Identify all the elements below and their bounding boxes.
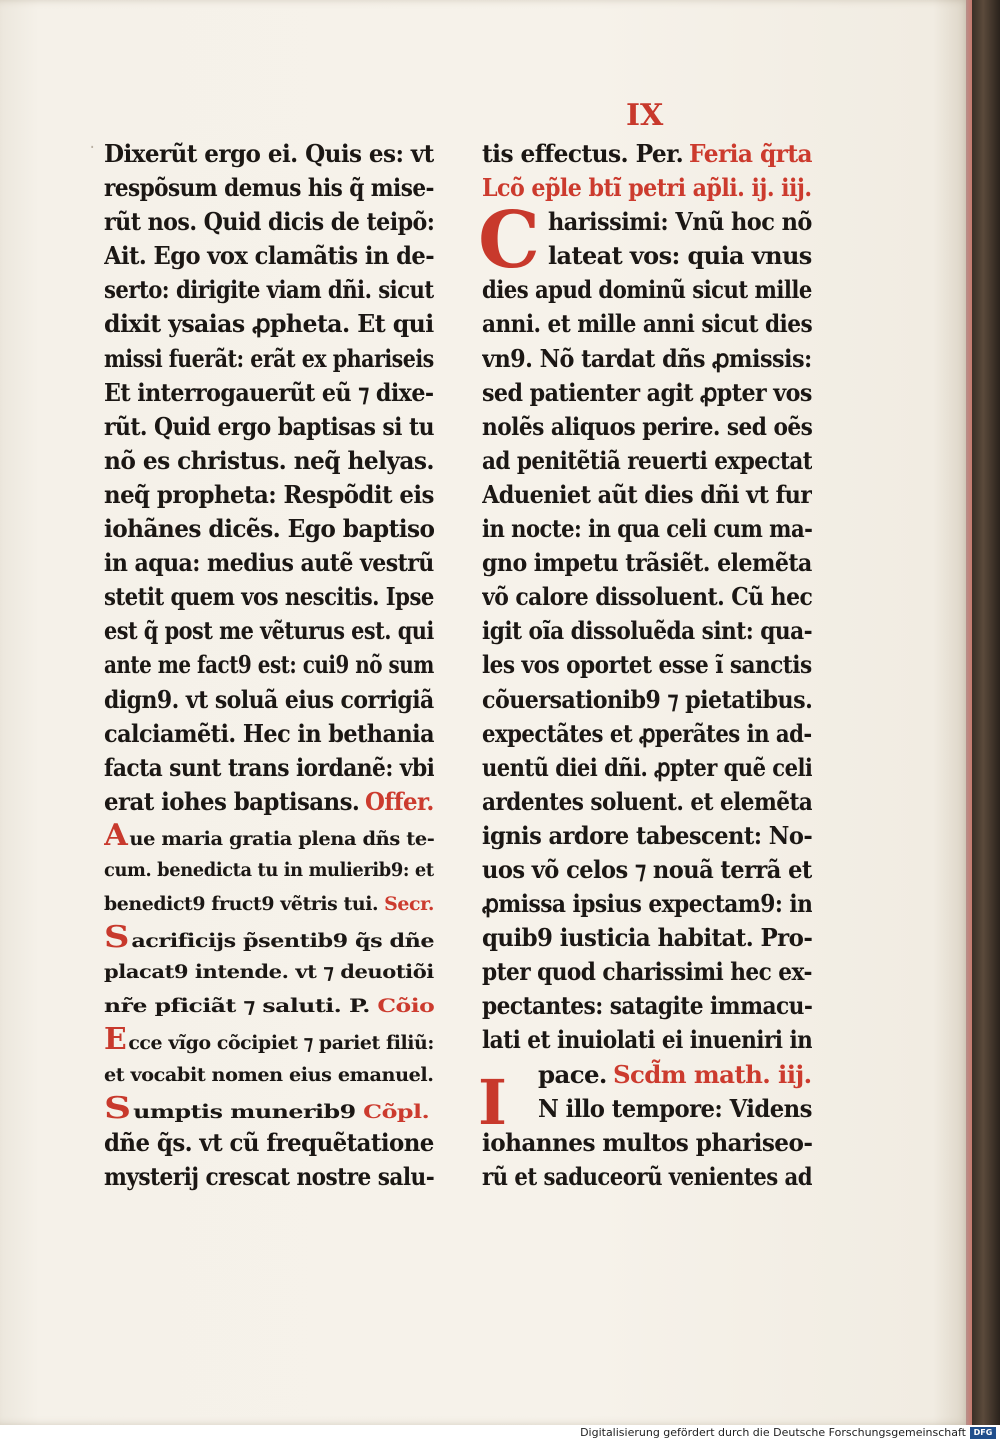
right-line	[482, 1160, 812, 1194]
right-line	[482, 444, 812, 478]
right-line	[482, 478, 812, 512]
text-run: ue maria gratia plena dñs te-	[129, 827, 434, 850]
text-run: gno impetu trãsiẽt. elemẽta	[482, 548, 812, 578]
left-line	[104, 853, 434, 887]
right-line	[482, 410, 812, 444]
rubric-text: Feria q̃rta	[689, 139, 812, 168]
left-line	[104, 410, 434, 444]
right-line	[482, 751, 812, 785]
text-run: vn9. Nõ tardat dñs ꝓmissis:	[482, 343, 812, 373]
text-run: erat iohes baptisans.	[104, 786, 360, 816]
text-run: Et interrogauerũt eũ ⁊ dixe-	[104, 377, 434, 407]
left-line	[104, 921, 434, 955]
text-run: anni. et mille anni sicut dies	[482, 309, 812, 339]
right-line	[482, 785, 812, 819]
right-line	[482, 683, 812, 717]
text-run: facta sunt trans iordanẽ: vbi	[104, 752, 434, 782]
text-run: Ait. Ego vox clamãtis in de-	[104, 241, 434, 271]
left-line	[104, 478, 434, 512]
right-line	[482, 512, 812, 546]
left-line	[104, 512, 434, 546]
right-line	[482, 376, 812, 410]
decorated-initial-i: I	[478, 1066, 508, 1139]
footer-credit: Digitalisierung gefördert durch die Deutsche Forschungsgemeinschaft	[580, 1426, 966, 1439]
right-line	[482, 307, 812, 341]
text-run: harissimi: Vnũ hoc nõ	[548, 207, 812, 237]
left-line	[104, 1092, 434, 1126]
right-line	[482, 1092, 812, 1126]
margin-mark: ·	[88, 140, 97, 156]
rubric-text: Cõpl.	[363, 1100, 430, 1123]
text-run: ignis ardore tabescent: No-	[482, 820, 812, 850]
left-line	[104, 1058, 434, 1092]
text-run: ad penitẽtiã reuerti expectat	[482, 445, 812, 475]
right-line	[482, 819, 812, 853]
left-line	[104, 546, 434, 580]
text-run: Dixerũt ergo ei. Quis es: vt	[104, 139, 434, 168]
left-line	[104, 1160, 434, 1194]
folio-number: IX	[626, 98, 664, 133]
rubricated-initial: S	[104, 921, 129, 956]
right-line	[482, 546, 812, 580]
text-run: dies apud dominũ sicut mille	[482, 275, 812, 305]
text-run: Adueniet aũt dies dñi vt fur	[482, 479, 812, 509]
book-spine	[972, 0, 1000, 1425]
right-line	[482, 887, 812, 921]
right-line	[482, 989, 812, 1023]
text-run: et vocabit nomen eius emanuel.	[104, 1063, 434, 1086]
text-run: pectantes: satagite immacu-	[482, 991, 812, 1021]
rubricated-initial: E	[104, 1023, 127, 1058]
rubric-text: Scd̃m math. iij.	[612, 1059, 812, 1089]
text-run: iohannes multos phariseo-	[482, 1127, 812, 1157]
text-run: umptis munerib9	[133, 1100, 356, 1123]
text-run: rũ et saduceorũ venientes ad	[482, 1161, 812, 1191]
left-line	[104, 307, 434, 341]
text-run: mysterij crescat nostre salu-	[104, 1161, 434, 1191]
left-line	[104, 819, 434, 853]
footer-bar	[0, 1425, 1000, 1442]
text-run: cõuersationib9 ⁊ pietatibus.	[482, 684, 812, 714]
left-line	[104, 1126, 434, 1160]
text-run: ꝓmissa ipsius expectam9: in	[482, 889, 812, 919]
right-line	[482, 955, 812, 989]
text-run: uos võ celos ⁊ nouã terrã et	[482, 854, 812, 884]
text-run: cum. benedicta tu in mulierib9: et	[104, 858, 434, 881]
right-line	[482, 853, 812, 887]
text-run: dign9. vt soluã eius corrigiã	[104, 684, 434, 714]
text-run: nr̃e pficiãt ⁊ saluti. P.	[104, 995, 370, 1018]
text-run: N illo tempore: Videns	[538, 1093, 812, 1123]
left-line	[104, 717, 434, 751]
left-line	[104, 887, 434, 921]
left-line	[104, 785, 434, 819]
left-line	[104, 1023, 434, 1057]
left-line	[104, 273, 434, 307]
text-run: placat9 intende. vt ⁊ deuotiõi	[104, 961, 434, 984]
left-line	[104, 342, 434, 376]
text-run: lati et inuiolati ei inueniri in	[482, 1025, 812, 1055]
text-run: cce vĩgo cõcipiet ⁊ pariet filiũ:	[128, 1032, 434, 1055]
text-run: acrificijs p̃sentib9 q̃s dñe	[131, 930, 434, 953]
right-line	[482, 717, 812, 751]
rubricated-initial: A	[104, 818, 128, 853]
left-line	[104, 989, 434, 1023]
text-run: iohãnes dicẽs. Ego baptiso	[104, 514, 434, 544]
rubric-text: Secr.	[384, 893, 434, 916]
text-run: ardentes soluent. et elemẽta	[482, 786, 812, 816]
text-run: nõ es christus. neq̃ helyas.	[104, 445, 434, 475]
rubric-text: Cõio	[377, 995, 434, 1018]
text-run: ante me fact9 est: cui9 nõ sum	[104, 650, 434, 680]
right-line	[482, 137, 812, 171]
text-run: tis effectus. Per.	[482, 139, 684, 168]
left-line	[104, 171, 434, 205]
right-line	[482, 1058, 812, 1092]
left-line	[104, 955, 434, 989]
text-run: calciamẽti. Hec in bethania	[104, 718, 434, 748]
text-run: rũt. Quid ergo baptisas si tu	[104, 411, 434, 441]
left-line	[104, 376, 434, 410]
text-run: expectãtes et ꝓperãtes in ad-	[482, 718, 812, 748]
text-run: pace.	[538, 1059, 607, 1089]
text-run: in nocte: in qua celi cum ma-	[482, 514, 812, 544]
text-run: stetit quem vos nescitis. Ipse	[104, 582, 434, 612]
left-column	[104, 137, 434, 1194]
left-line	[104, 239, 434, 273]
left-line	[104, 648, 434, 682]
left-line	[104, 137, 434, 171]
text-run: les vos oportet esse ĩ sanctis	[482, 650, 812, 680]
text-run: igit oĩa dissoluẽda sint: qua-	[482, 616, 812, 646]
text-run: missi fuerãt: erãt ex phariseis	[104, 343, 434, 373]
left-line	[104, 580, 434, 614]
text-run: in aqua: medius autẽ vestrũ	[104, 548, 434, 578]
text-run: lateat vos: quia vnus	[548, 241, 812, 271]
text-run: nolẽs aliquos perire. sed oẽs	[482, 411, 812, 441]
text-run: serto: dirigite viam dñi. sicut	[104, 275, 434, 305]
rubric-text: Offer.	[365, 786, 434, 816]
right-line	[482, 342, 812, 376]
left-line	[104, 444, 434, 478]
left-line	[104, 683, 434, 717]
text-run: respõsum demus his q̃ mise-	[104, 173, 434, 203]
text-run: dñe q̃s. vt cũ frequẽtatione	[104, 1127, 434, 1157]
right-line	[482, 921, 812, 955]
right-line	[482, 580, 812, 614]
right-line	[482, 1023, 812, 1057]
text-run: sed patienter agit ꝓpter vos	[482, 377, 812, 407]
dfg-logo-icon: DFG	[970, 1427, 996, 1439]
decorated-initial-c: C	[478, 195, 541, 286]
rubricated-initial: S	[104, 1091, 131, 1126]
right-line	[482, 614, 812, 648]
left-line	[104, 205, 434, 239]
text-run: neq̃ propheta: Respõdit eis	[104, 479, 434, 509]
text-run: uentũ diei dñi. ꝓpter quẽ celi	[482, 752, 812, 782]
text-run: pter quod charissimi hec ex-	[482, 957, 812, 987]
text-run: võ calore dissoluent. Cũ hec	[482, 582, 812, 612]
rubric-heading: Lcõ ep̃le btĩ petri ap̃li. ij. iij.	[482, 173, 812, 203]
text-run: benedict9 fruct9 vẽtris tui.	[104, 893, 379, 916]
right-column	[482, 137, 812, 1194]
left-line	[104, 751, 434, 785]
right-line	[482, 1126, 812, 1160]
left-line	[104, 614, 434, 648]
text-run: rũt nos. Quid dicis de teipõ:	[104, 207, 434, 237]
text-run: quib9 iusticia habitat. Pro-	[482, 923, 812, 953]
text-run: dixit ysaias ꝓpheta. Et qui	[104, 309, 434, 339]
right-line	[482, 648, 812, 682]
text-run: est q̃ post me vẽturus est. qui	[104, 616, 434, 646]
